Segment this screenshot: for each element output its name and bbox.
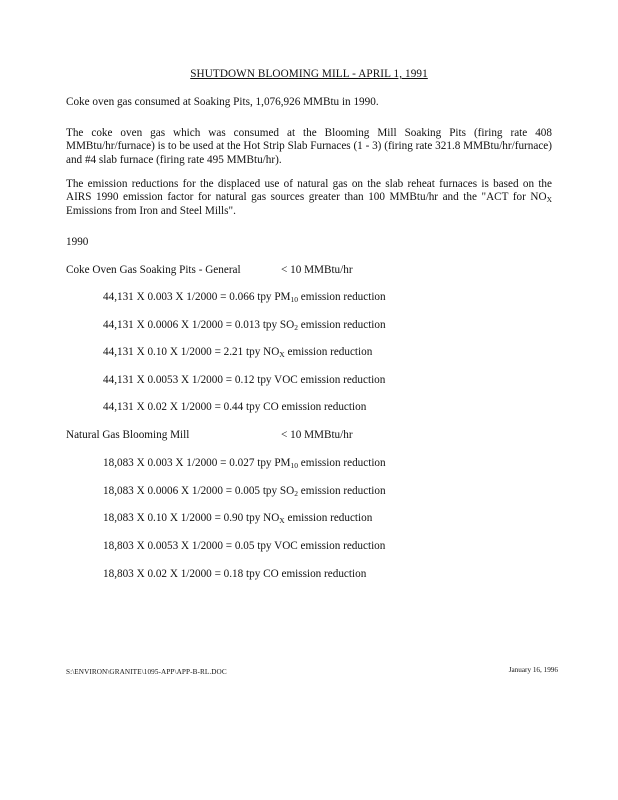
- calc-text: 18,083 X 0.0006 X 1/2000 = 0.005 tpy SO: [103, 485, 295, 497]
- calc-text-tail: emission reduction: [297, 485, 386, 497]
- calc-row: [103, 568, 366, 580]
- calc-text-tail: emission reduction: [284, 512, 373, 524]
- paragraph-coke-oven-gas: Coke oven gas consumed at Soaking Pits, 1,076,926 MMBtu in 1990.: [66, 96, 379, 108]
- calc-text-tail: emission reduction: [298, 291, 386, 303]
- footer-date: January 16, 1996: [508, 666, 558, 674]
- calc-row: [103, 401, 366, 413]
- calc-subscript: X: [279, 516, 285, 525]
- calc-text: 44,131 X 0.10 X 1/2000 = 2.21 tpy NO: [103, 346, 280, 358]
- calc-subscript: 2: [294, 489, 298, 498]
- basis-text-tail: Emissions from Iron and Steel Mills".: [66, 204, 236, 217]
- section-natural-gas-label: Natural Gas Blooming Mill: [66, 429, 190, 441]
- calc-subscript: 10: [290, 295, 298, 304]
- calc-text: 44,131 X 0.0053 X 1/2000 = 0.12 tpy VOC emission reduction: [103, 374, 386, 386]
- calc-row: [103, 457, 386, 469]
- calc-row: [103, 346, 372, 358]
- calc-text-tail: emission reduction: [298, 457, 386, 469]
- calc-row: [103, 540, 385, 552]
- paragraph-emission-basis: [66, 178, 552, 218]
- calc-text-tail: emission reduction: [284, 346, 373, 358]
- calc-text: 44,131 X 0.02 X 1/2000 = 0.44 tpy CO emission reduction: [103, 401, 367, 413]
- year-label: 1990: [66, 236, 89, 248]
- footer-file-path: S:\ENVIRON\GRANITE\1095-APP\APP-B-RL.DOC: [66, 668, 227, 676]
- calc-text: 18,083 X 0.10 X 1/2000 = 0.90 tpy NO: [103, 512, 280, 524]
- calc-row: [103, 291, 386, 303]
- section-natural-gas-rate: < 10 MMBtu/hr: [281, 429, 353, 441]
- calc-text: 44,131 X 0.003 X 1/2000 = 0.066 tpy PM: [103, 291, 291, 303]
- calc-row: [103, 512, 372, 524]
- calc-text: 18,083 X 0.003 X 1/2000 = 0.027 tpy PM: [103, 457, 291, 469]
- calc-text-tail: emission reduction: [297, 319, 386, 331]
- calc-text: 18,803 X 0.02 X 1/2000 = 0.18 tpy CO emission reduction: [103, 568, 367, 580]
- calc-row: [103, 319, 386, 331]
- calc-row: [103, 374, 385, 386]
- calc-subscript: 2: [294, 323, 298, 332]
- calc-row: [103, 485, 386, 497]
- basis-text: The emission reductions for the displaced use of natural gas on the slab reheat furnaces is based on the AIRS 1990 emission factor for natural gas sources greater than 100 MMBtu/hr and the "ACT for NO: [66, 178, 552, 204]
- calc-subscript: 10: [290, 461, 298, 470]
- calc-text: 18,803 X 0.0053 X 1/2000 = 0.05 tpy VOC emission reduction: [103, 540, 386, 552]
- calc-text: 44,131 X 0.0006 X 1/2000 = 0.013 tpy SO: [103, 319, 295, 331]
- calc-subscript: X: [279, 350, 285, 359]
- nox-subscript: X: [546, 195, 552, 205]
- page-title: SHUTDOWN BLOOMING MILL - APRIL 1, 1991: [190, 68, 428, 80]
- section-coke-oven-rate: < 10 MMBtu/hr: [281, 264, 353, 276]
- paragraph-firing-rates: The coke oven gas which was consumed at the Blooming Mill Soaking Pits (firing rate 408 MMBtu/hr/furnace) is to be used at the Hot Strip Slab Furnaces (1 - 3) (firing rate 321.8 MMBtu/hr/furnace) and #4 slab furnace (firing rate 495 MMBtu/hr).: [66, 127, 552, 166]
- section-coke-oven-label: Coke Oven Gas Soaking Pits - General: [66, 264, 241, 276]
